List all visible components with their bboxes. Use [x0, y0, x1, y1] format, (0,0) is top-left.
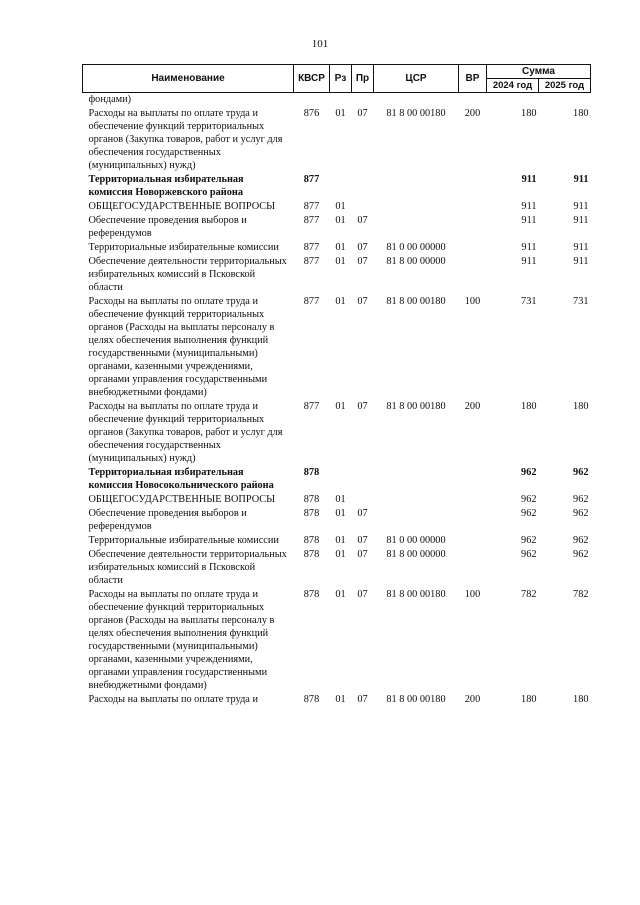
cell-vr	[459, 548, 487, 588]
cell-kvsr: 878	[303, 535, 320, 546]
table-row	[83, 200, 591, 214]
cell-sum-2024: 180	[521, 694, 537, 705]
cell-kvsr: 878	[303, 549, 320, 560]
cell-name: ОБЩЕГОСУДАРСТВЕННЫЕ ВОПРОСЫ	[88, 201, 276, 212]
cell-csr	[374, 493, 459, 507]
cell-rz: 01	[335, 201, 346, 212]
cell-csr: 81 8 00 00180	[386, 589, 446, 600]
table-row	[83, 107, 591, 173]
table-row	[83, 295, 591, 400]
cell-pr: 07	[357, 549, 368, 560]
cell-sum-2024: 962	[521, 535, 537, 546]
page-number: 101	[311, 38, 329, 50]
table-row	[83, 214, 591, 241]
cell-pr: 07	[357, 589, 368, 600]
cell-pr	[352, 93, 374, 108]
cell-csr	[374, 507, 459, 534]
cell-name: Обеспечение деятельности территориальных избирательных комиссий в Псковской области	[88, 549, 287, 586]
cell-pr: 07	[357, 108, 368, 119]
header-kvsr: КВСР	[294, 65, 330, 93]
cell-sum-2025: 962	[573, 467, 589, 478]
cell-vr	[459, 466, 487, 493]
cell-pr: 07	[357, 694, 368, 705]
cell-sum-2025: 911	[573, 242, 589, 253]
cell-pr: 07	[357, 256, 368, 267]
cell-sum-2024: 962	[521, 508, 537, 519]
cell-kvsr: 876	[303, 108, 320, 119]
cell-rz	[330, 173, 352, 200]
header-name: Наименование	[83, 65, 294, 93]
cell-pr: 07	[357, 508, 368, 519]
table-row	[83, 534, 591, 548]
cell-pr	[352, 200, 374, 214]
cell-sum-2025: 911	[573, 256, 589, 267]
cell-sum-2025: 782	[573, 589, 589, 600]
cell-sum-2024: 911	[521, 256, 537, 267]
cell-sum-2024: 180	[521, 108, 537, 119]
cell-name: Расходы на выплаты по оплате труда и	[88, 694, 258, 705]
cell-kvsr: 878	[303, 467, 320, 478]
cell-rz: 01	[335, 256, 346, 267]
cell-name: Расходы на выплаты по оплате труда и обеспечение функций территориальных органов (Закупка товаров, работ и услуг для обеспечения государственных (муниципальных) нужд)	[88, 401, 283, 464]
cell-kvsr: 877	[303, 242, 320, 253]
cell-csr: 81 8 00 00180	[386, 694, 446, 705]
table-row	[83, 400, 591, 466]
cell-name: ОБЩЕГОСУДАРСТВЕННЫЕ ВОПРОСЫ	[88, 494, 276, 505]
cell-vr	[459, 214, 487, 241]
cell-vr: 200	[464, 694, 481, 705]
cell-sum-2024: 180	[521, 401, 537, 412]
cell-name: Обеспечение проведения выборов и референдумов	[88, 508, 247, 532]
cell-vr	[459, 507, 487, 534]
cell-csr: 81 0 00 00000	[386, 535, 446, 546]
budget-table	[82, 64, 591, 707]
cell-sum-2024: 911	[521, 215, 537, 226]
cell-kvsr: 878	[303, 508, 320, 519]
cell-kvsr: 878	[303, 694, 320, 705]
cell-kvsr	[294, 93, 330, 108]
cell-csr	[374, 200, 459, 214]
cell-kvsr: 877	[303, 296, 320, 307]
cell-sum-2024: 911	[521, 201, 537, 212]
cell-rz	[330, 93, 352, 108]
cell-pr: 07	[357, 242, 368, 253]
cell-name: Обеспечение деятельности территориальных избирательных комиссий в Псковской области	[88, 256, 287, 293]
cell-vr	[459, 93, 487, 108]
header-sum: Сумма	[487, 65, 591, 79]
cell-sum-2025: 911	[573, 215, 589, 226]
cell-rz: 01	[335, 401, 346, 412]
cell-sum-2024: 782	[521, 589, 537, 600]
cell-sum-2024: 911	[521, 174, 537, 185]
cell-rz: 01	[335, 108, 346, 119]
header-vr: ВР	[459, 65, 487, 93]
cell-csr	[374, 214, 459, 241]
cell-kvsr: 878	[303, 494, 320, 505]
cell-kvsr: 877	[303, 174, 320, 185]
table-row	[83, 255, 591, 295]
cell-name: Территориальная избирательная комиссия Новоржевского района	[88, 174, 244, 198]
cell-kvsr: 877	[303, 256, 320, 267]
table-row	[83, 693, 591, 707]
table-row	[83, 588, 591, 693]
cell-csr: 81 8 00 00180	[386, 108, 446, 119]
cell-name: Расходы на выплаты по оплате труда и обеспечение функций территориальных органов (Закупка товаров, работ и услуг для обеспечения государственных (муниципальных) нужд)	[88, 108, 283, 171]
cell-sum-2024: 911	[521, 242, 537, 253]
cell-rz: 01	[335, 535, 346, 546]
cell-sum-2024: 731	[521, 296, 537, 307]
cell-sum-2025: 180	[573, 694, 589, 705]
cell-name: Территориальные избирательные комиссии	[88, 535, 279, 546]
cell-vr: 200	[464, 108, 481, 119]
cell-vr	[459, 255, 487, 295]
header-rz: Рз	[330, 65, 352, 93]
cell-rz: 01	[335, 494, 346, 505]
table-row	[83, 548, 591, 588]
cell-kvsr: 878	[303, 589, 320, 600]
cell-pr	[352, 466, 374, 493]
cell-pr: 07	[357, 215, 368, 226]
header-pr: Пр	[352, 65, 374, 93]
cell-sum-2025: 731	[573, 296, 589, 307]
cell-sum-2025: 962	[573, 549, 589, 560]
cell-rz: 01	[335, 296, 346, 307]
cell-sum-2025: 962	[573, 508, 589, 519]
table-row	[83, 93, 591, 108]
cell-pr	[352, 493, 374, 507]
cell-csr	[374, 173, 459, 200]
cell-vr	[459, 200, 487, 214]
table-row	[83, 173, 591, 200]
cell-sum-2025: 962	[573, 535, 589, 546]
cell-vr	[459, 241, 487, 255]
cell-pr: 07	[357, 535, 368, 546]
cell-name: Территориальные избирательные комиссии	[88, 242, 279, 253]
cell-rz: 01	[335, 589, 346, 600]
cell-kvsr: 877	[303, 201, 320, 212]
cell-rz	[330, 466, 352, 493]
cell-pr: 07	[357, 296, 368, 307]
cell-vr	[459, 493, 487, 507]
cell-vr	[459, 534, 487, 548]
cell-sum-2024: 962	[521, 467, 537, 478]
cell-csr	[374, 466, 459, 493]
cell-vr: 200	[464, 401, 481, 412]
cell-rz: 01	[335, 215, 346, 226]
cell-sum-2024	[487, 93, 539, 108]
cell-name: Расходы на выплаты по оплате труда и обеспечение функций территориальных органов (Расходы на выплаты персоналу в целях обеспечения выполнения функций государственными (муниципальными) органами, казенными учреждениями, органами управления государственными внебюджетными фондами)	[88, 589, 275, 691]
cell-sum-2024: 962	[521, 549, 537, 560]
cell-pr: 07	[357, 401, 368, 412]
header-csr: ЦСР	[374, 65, 459, 93]
cell-sum-2025: 911	[573, 174, 589, 185]
cell-csr: 81 0 00 00000	[386, 242, 446, 253]
cell-sum-2025	[539, 93, 591, 108]
cell-csr: 81 8 00 00180	[386, 401, 446, 412]
cell-sum-2025: 911	[573, 201, 589, 212]
cell-csr	[374, 93, 459, 108]
table-body	[83, 93, 591, 708]
cell-kvsr: 877	[303, 401, 320, 412]
table-row	[83, 507, 591, 534]
cell-name: Обеспечение проведения выборов и референдумов	[88, 215, 247, 239]
cell-rz: 01	[335, 694, 346, 705]
cell-name: Территориальная избирательная комиссия Новосокольнического района	[88, 467, 274, 491]
cell-pr	[352, 173, 374, 200]
cell-vr: 100	[464, 296, 481, 307]
cell-sum-2025: 180	[573, 108, 589, 119]
table-row	[83, 493, 591, 507]
cell-csr: 81 8 00 00000	[386, 549, 446, 560]
cell-csr: 81 8 00 00000	[386, 256, 446, 267]
cell-name: фондами)	[88, 94, 132, 105]
cell-sum-2024: 962	[521, 494, 537, 505]
header-year-2024: 2024 год	[487, 79, 539, 93]
cell-rz: 01	[335, 508, 346, 519]
cell-csr: 81 8 00 00180	[386, 296, 446, 307]
cell-rz: 01	[335, 242, 346, 253]
header-year-2025: 2025 год	[539, 79, 591, 93]
cell-sum-2025: 962	[573, 494, 589, 505]
cell-sum-2025: 180	[573, 401, 589, 412]
cell-kvsr: 877	[303, 215, 320, 226]
table-row	[83, 241, 591, 255]
cell-vr: 100	[464, 589, 481, 600]
cell-rz: 01	[335, 549, 346, 560]
cell-name: Расходы на выплаты по оплате труда и обеспечение функций территориальных органов (Расходы на выплаты персоналу в целях обеспечения выполнения функций государственными (муниципальными) органами, казенными учреждениями, органами управления государственными внебюджетными фондами)	[88, 296, 275, 398]
table-row	[83, 466, 591, 493]
cell-vr	[459, 173, 487, 200]
